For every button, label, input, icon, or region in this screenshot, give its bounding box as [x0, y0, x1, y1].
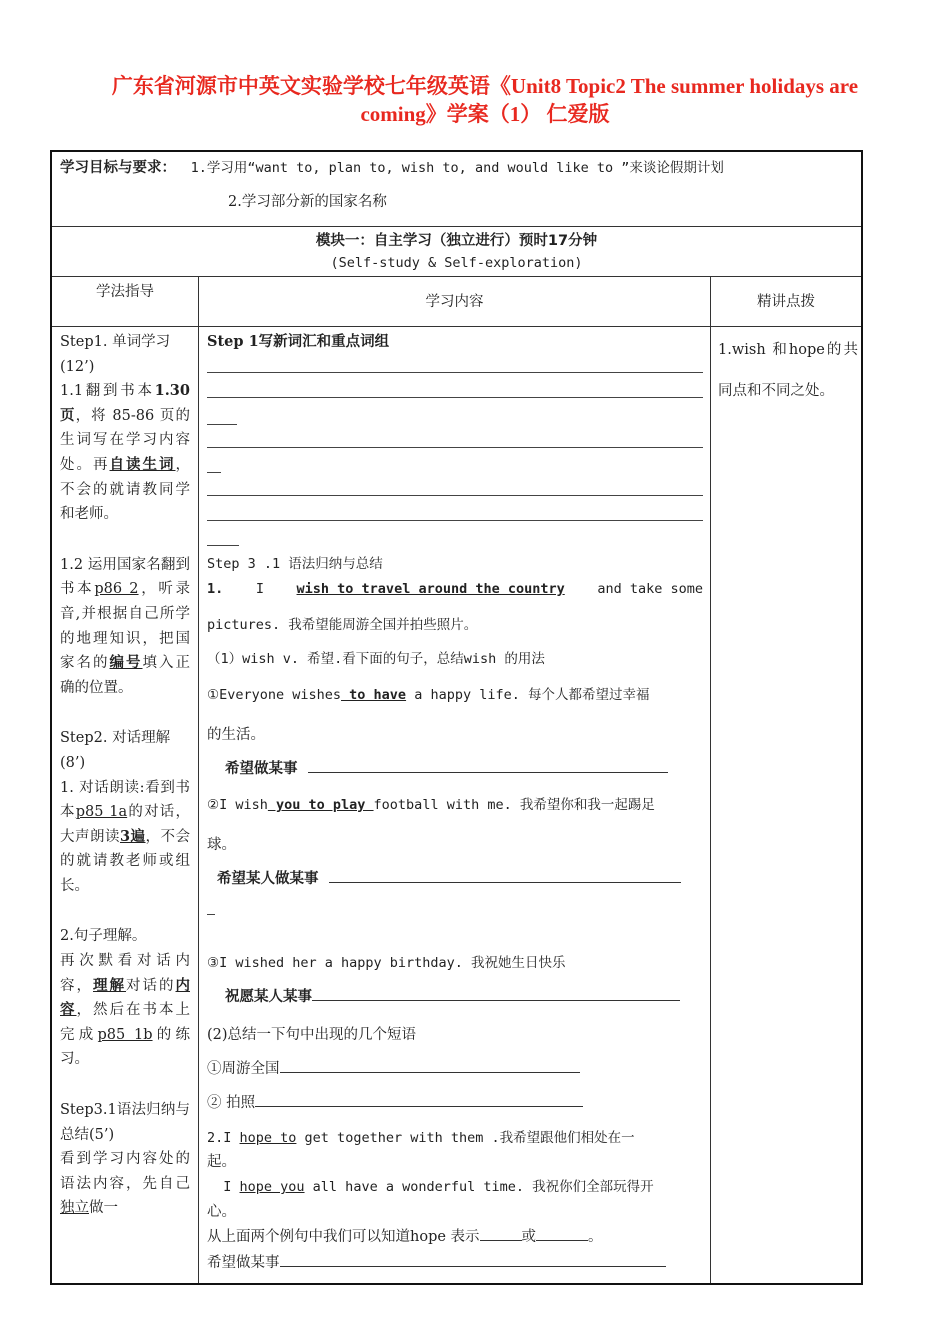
wish-example-1-cont: 的生活。	[207, 727, 265, 743]
phrase-summary-note: (2)总结一下句中出现的几个短语	[207, 1027, 417, 1043]
wish-example-2: ②I wish you to play football with me. 我希望你和我一起踢足	[207, 797, 655, 813]
guide-step2-title: Step2. 对话理解	[60, 730, 171, 747]
example-1-cont: pictures. 我希望能周游全国并拍些照片。	[207, 617, 478, 633]
title-line-1: 广东省河源市中英文实验学校七年级英语《Unit8 Topic2 The summer holidays are	[111, 74, 859, 98]
pattern-1: 希望做某事	[225, 754, 703, 784]
hope-example-2: I hope you all have a wonderful time. 我祝你们全部玩得开	[207, 1179, 654, 1195]
step3-heading: Step 3 .1 语法归纳与总结	[207, 556, 383, 572]
goals-label: 学习目标与要求：	[60, 160, 176, 176]
pattern-2: 希望某人做某事	[217, 864, 703, 894]
fill-blank[interactable]	[536, 1240, 588, 1241]
answer-line	[207, 545, 239, 546]
guide-step2-2a: 2.句子理解。	[60, 928, 147, 945]
content-column	[207, 330, 703, 1276]
guide-step3-desc: 看到学习内容处的语法内容，先自己独立做一	[60, 1151, 190, 1217]
goal-item-2: 2.学习部分新的国家名称	[228, 194, 387, 210]
tips-column	[718, 330, 858, 412]
wish-example-2-cont: 球。	[207, 837, 236, 853]
document-title	[60, 72, 910, 128]
tip-1: 1.wish 和hope的共同点和不同之处。	[718, 342, 858, 399]
step1-heading: Step 1写新词汇和重点词组	[207, 333, 390, 350]
fill-blank[interactable]	[255, 1106, 583, 1107]
row-divider	[52, 326, 861, 327]
hope-example-1: 2.I hope to get together with them .我希望跟他们相处在一	[207, 1130, 635, 1146]
hope-example-2-cont: 心。	[207, 1204, 236, 1220]
guide-step1-title: Step1. 单词学习	[60, 334, 171, 350]
phrase-2: ② 拍照	[207, 1088, 703, 1118]
hope-last-line: 希望做某事	[207, 1250, 703, 1276]
title-line-2: coming》学案（1） 仁爱版	[360, 102, 610, 126]
goals-section	[60, 156, 855, 214]
row-divider	[52, 226, 861, 227]
fill-blank[interactable]	[312, 1000, 680, 1001]
fill-blank[interactable]	[280, 1266, 666, 1267]
vocab-write-lines	[207, 354, 703, 546]
module-subtitle: (Self-study & Self-exploration)	[330, 255, 583, 271]
guide-column	[60, 330, 190, 1221]
study-plan-table	[50, 150, 863, 1285]
guide-step2-1: 1. 对话朗读:看到书本p85 1a的对话，大声朗读3遍，不会的就请教老师或组长。	[60, 779, 191, 894]
fill-blank[interactable]	[480, 1240, 522, 1241]
wish-example-1: ①Everyone wishes to have a happy life. 每个人都希望过幸福	[207, 687, 650, 703]
fill-blank[interactable]	[308, 772, 668, 773]
phrase-1: ①周游全国	[207, 1054, 703, 1084]
col-header-guide: 学法指导	[96, 284, 154, 300]
hope-example-1-cont: 起。	[207, 1154, 236, 1170]
module-title: 模块一：自主学习（独立进行）预时17分钟	[315, 233, 598, 249]
fill-blank[interactable]	[329, 882, 681, 883]
row-divider	[52, 276, 861, 277]
col-divider	[198, 276, 199, 1283]
wish-example-3: ③I wished her a happy birthday. 我祝她生日快乐	[207, 955, 566, 971]
pattern-3: 祝愿某人某事	[225, 982, 703, 1012]
guide-step1-1: 1.1翻到书本1.30页，将 85-86 页的生词写在学习内容处。再自读生词，不会的就请教同学和老师。	[60, 382, 190, 523]
guide-step3-title: Step3.1语法归纳与总结(5’)	[60, 1102, 190, 1143]
col-divider	[710, 276, 711, 1283]
wish-usage-note: （1）wish v. 希望.看下面的句子，总结wish 的用法	[207, 651, 545, 667]
hope-summary: 从上面两个例句中我们可以知道hope 表示 或 。	[207, 1229, 603, 1245]
guide-step1-time: (12’)	[60, 358, 95, 375]
guide-step2-2b: 再次默看对话内容，理解对话的内容，然后在书本上完成p85 1b的练习。	[60, 953, 191, 1068]
col-header-content: 学习内容	[425, 294, 484, 310]
fill-blank[interactable]	[280, 1072, 580, 1073]
guide-step2-time: (8’)	[60, 754, 86, 771]
goal-item-1: 1.学习用“want to, plan to, wish to, and would like to ”来谈论假期计划	[190, 160, 724, 176]
col-header-tips: 精讲点拨	[757, 294, 815, 310]
answer-line	[207, 914, 215, 915]
guide-step1-2: 1.2 运用国家名翻到书本p86 2，听录音,并根据自己所学的地理知识，把国家名的编号填入正确的位置。	[60, 556, 191, 696]
example-1: 1. I wish to travel around the country and take some	[207, 581, 703, 597]
module-header	[52, 230, 861, 274]
